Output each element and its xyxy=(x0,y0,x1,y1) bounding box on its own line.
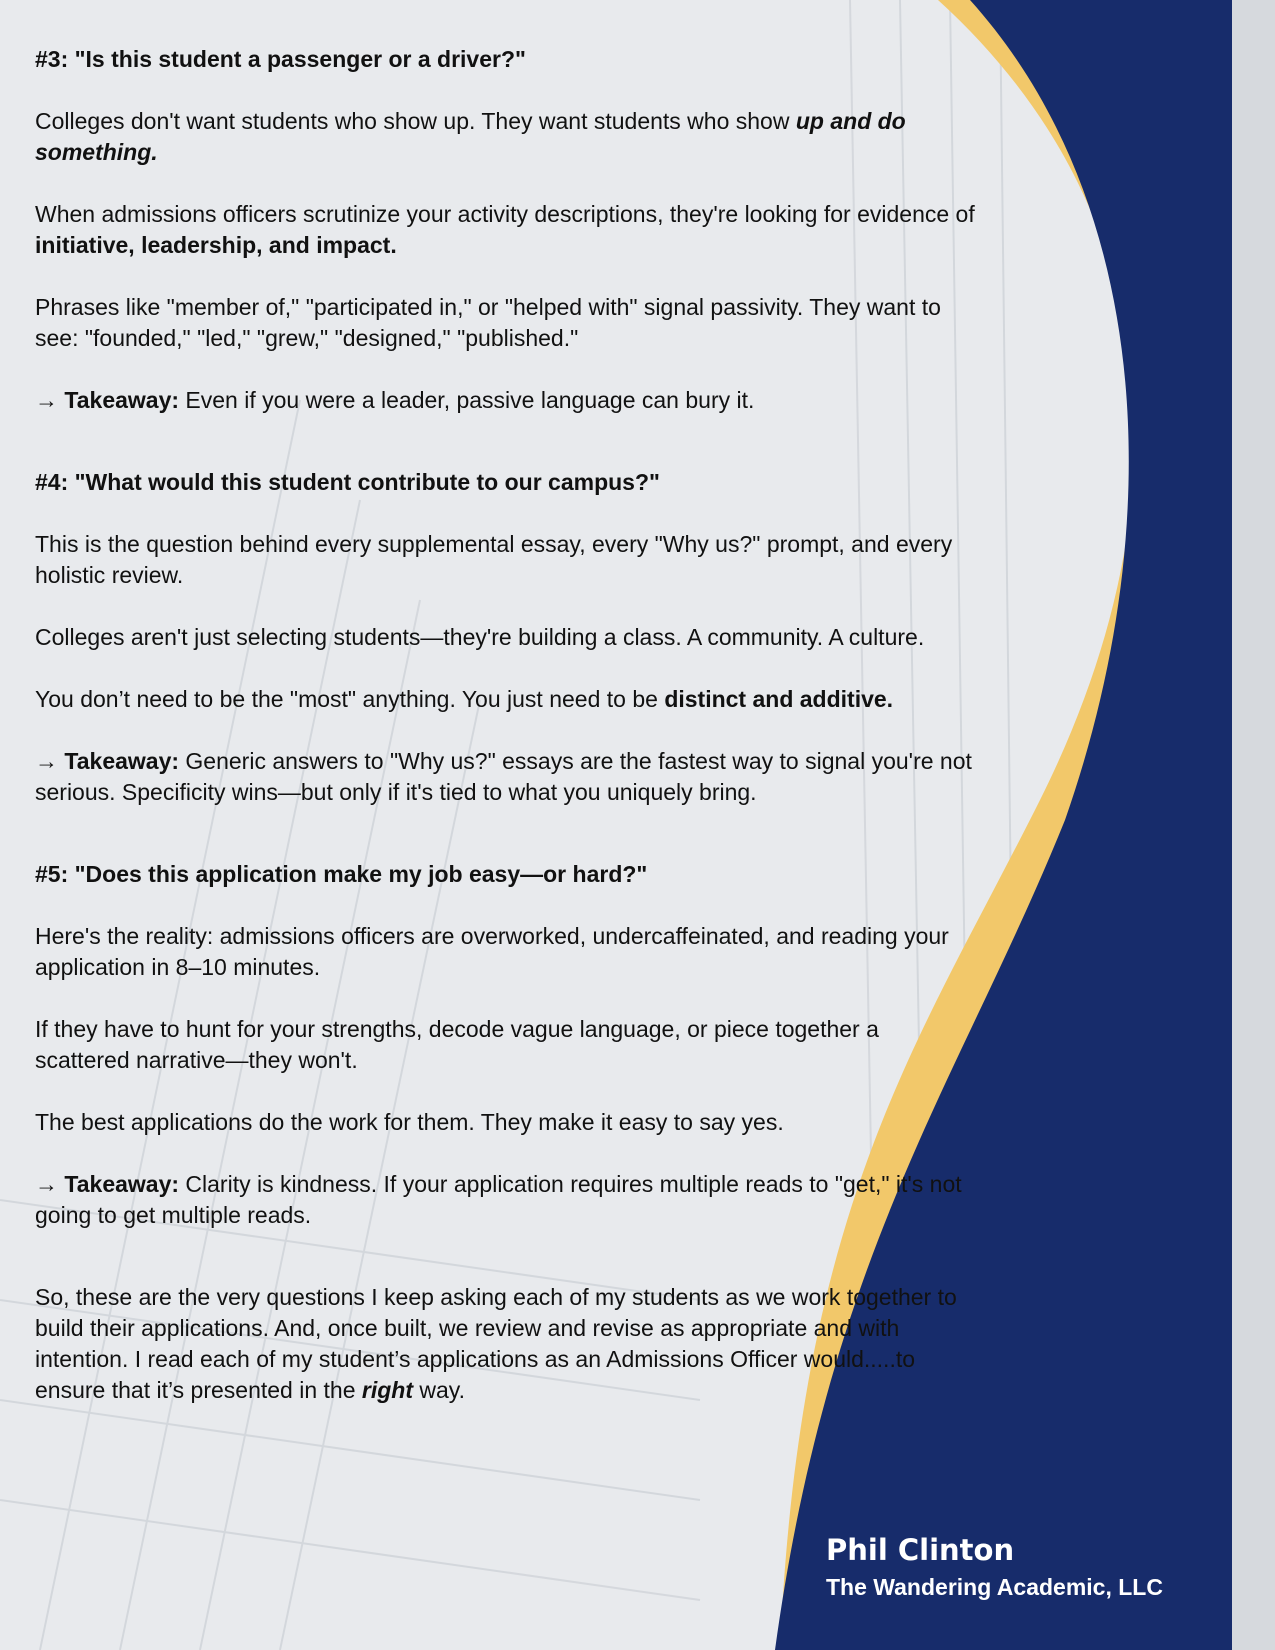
paragraph: This is the question behind every supplemental essay, every "Why us?" prompt, and every holistic review. xyxy=(35,531,953,588)
company-name: The Wandering Academic, LLC xyxy=(826,1574,1163,1600)
paragraph: Colleges don't want students who show up. They want students who show up and do something. xyxy=(35,108,906,165)
author-name: Phil Clinton xyxy=(826,1533,1015,1567)
takeaway: → Takeaway: Clarity is kindness. If your application requires multiple reads to "get," it's not going to get multiple reads. xyxy=(35,1171,962,1228)
takeaway: → Takeaway: Even if you were a leader, passive language can bury it. xyxy=(35,387,755,413)
paragraph: Here's the reality: admissions officers are overworked, undercaffeinated, and reading your application in 8–10 minutes. xyxy=(35,923,949,980)
section-heading: #4: "What would this student contribute to our campus?" xyxy=(35,469,660,495)
article-body xyxy=(35,44,975,1437)
paragraph: When admissions officers scrutinize your activity descriptions, they're looking for evidence of initiative, leadership, and impact. xyxy=(35,201,975,258)
takeaway: → Takeaway: Generic answers to "Why us?" essays are the fastest way to signal you're not serious. Specificity wins—but only if it's tied to what you uniquely bring. xyxy=(35,748,972,805)
section-heading: #3: "Is this student a passenger or a driver?" xyxy=(35,46,526,72)
section-heading: #5: "Does this application make my job easy—or hard?" xyxy=(35,861,648,887)
paragraph: You don’t need to be the "most" anything. You just need to be distinct and additive. xyxy=(35,686,894,712)
paragraph: The best applications do the work for them. They make it easy to say yes. xyxy=(35,1109,784,1135)
paragraph: Phrases like "member of," "participated in," or "helped with" signal passivity. They want to see: "founded," "led," "grew," "designed," "published." xyxy=(35,294,941,351)
paragraph: If they have to hunt for your strengths, decode vague language, or piece together a scattered narrative—they won't. xyxy=(35,1016,879,1073)
signature-block xyxy=(826,1530,1163,1604)
paragraph: Colleges aren't just selecting students—they're building a class. A community. A culture. xyxy=(35,624,925,650)
closing-paragraph: So, these are the very questions I keep asking each of my students as we work together to build their applications. And, once built, we review and revise as appropriate and with intention. I read each of my student’s applications as an Admissions Officer would.....to ensure that it’s presented in the right way. xyxy=(35,1284,957,1403)
